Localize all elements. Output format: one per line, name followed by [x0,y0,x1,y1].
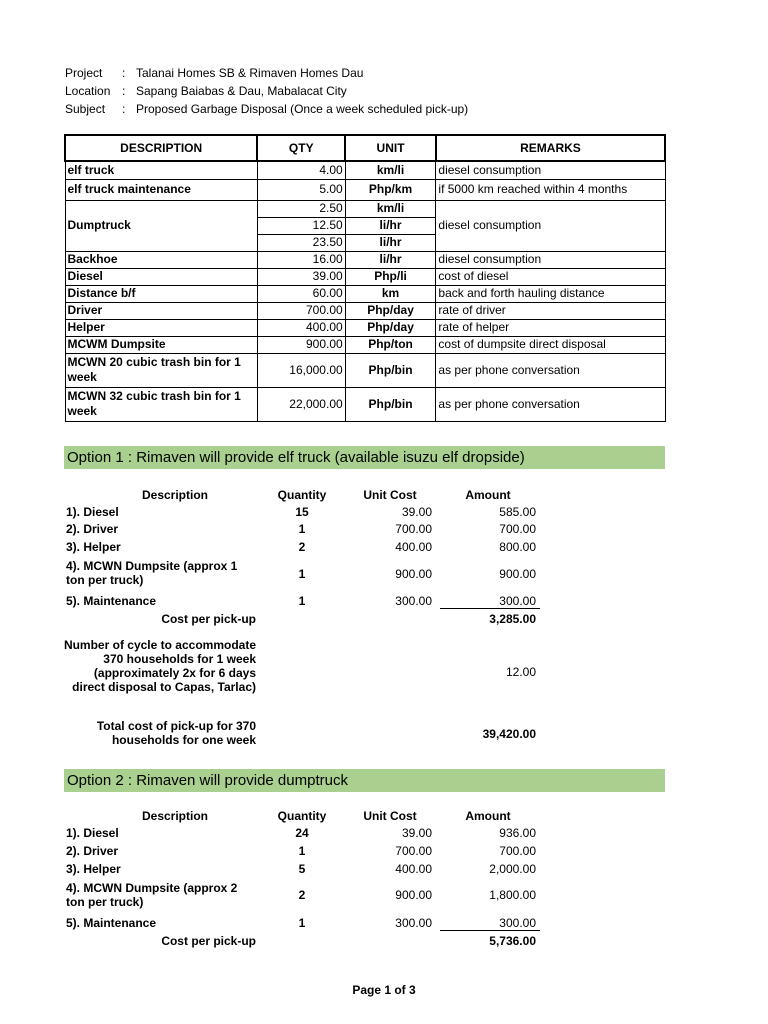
project-line [65,66,363,80]
option2-item-unit-cost: 300.00 [395,916,432,930]
option2-col-amount: Amount [465,809,511,823]
option2-item-amount: 700.00 [499,844,536,858]
option2-col-description: Description [141,809,208,823]
option1-item-desc: 2). Driver [66,522,119,536]
spec-qty: 60.00 [257,285,345,302]
option1-item-amount: 900.00 [499,567,536,581]
option1-item-qty: 1 [298,522,306,536]
option2-item-qty: 5 [298,862,306,876]
option1-item-unit-cost: 300.00 [395,594,432,608]
spec-qty: 16.00 [257,251,345,268]
spec-qty: 5.00 [257,179,345,200]
spec-desc: elf truck maintenance [65,179,257,200]
option1-col-description: Description [141,488,208,502]
option2-item-desc: 4). MCWN Dumpsite (approx 2 ton per truck) [66,881,238,909]
spec-header-remarks: REMARKS [436,135,665,161]
spec-desc: Driver [65,302,257,319]
spec-desc: Backhoe [65,251,257,268]
table-row [65,285,665,302]
spec-desc: Dumptruck [65,200,257,251]
spec-unit: Php/ton [345,336,436,353]
option1-total-value: 39,420.00 [482,727,536,741]
table-row [65,161,665,179]
spec-remarks: cost of diesel [436,268,665,285]
option2-item-qty: 2 [298,888,306,902]
spec-header-unit: UNIT [345,135,436,161]
spec-remarks: rate of driver [436,302,665,319]
spec-unit: Php/bin [345,353,436,387]
spec-unit: Php/bin [345,387,436,421]
spec-desc: MCWN 20 cubic trash bin for 1 week [65,353,257,387]
spec-desc: Diesel [65,268,257,285]
spec-unit: km/li [345,200,436,217]
spec-remarks: as per phone conversation [436,353,665,387]
option1-item-desc: 4). MCWN Dumpsite (approx 1 ton per truck) [66,559,238,587]
subject-value: Proposed Garbage Disposal (Once a week scheduled pick-up) [136,102,469,116]
option2-item-unit-cost: 400.00 [395,862,432,876]
option1-item-amount: 300.00 [440,594,540,609]
option1-total-label: Total cost of pick-up for 370 households for one week [96,719,256,747]
option2-cost-label: Cost per pick-up [161,934,256,948]
option2-item-amount: 1,800.00 [489,888,536,902]
option1-item-qty: 1 [298,567,306,581]
spec-unit: km [345,285,436,302]
option2-col-quantity: Quantity [277,809,327,823]
location-value: Sapang Baiabas & Dau, Mabalacat City [136,84,347,98]
spec-qty: 2.50 [257,200,345,217]
spec-unit: Php/day [345,302,436,319]
spec-unit: li/hr [345,251,436,268]
spec-remarks: diesel consumption [436,161,665,179]
option1-item-desc: 3). Helper [66,540,121,554]
table-row [65,336,665,353]
spec-qty: 700.00 [257,302,345,319]
spec-unit: Php/day [345,319,436,336]
table-row [65,200,665,217]
option1-col-quantity: Quantity [277,488,327,502]
option1-title: Option 1 : Rimaven will provide elf truck (available isuzu elf dropside) [64,446,665,469]
project-value: Talanai Homes SB & Rimaven Homes Dau [136,66,364,80]
spec-remarks: as per phone conversation [436,387,665,421]
location-line [65,84,347,98]
spec-qty: 39.00 [257,268,345,285]
option1-col-amount: Amount [465,488,511,502]
option2-item-unit-cost: 700.00 [395,844,432,858]
option1-item-amount: 700.00 [499,522,536,536]
option2-item-amount: 936.00 [499,826,536,840]
option2-item-desc: 2). Driver [66,844,119,858]
spec-qty: 16,000.00 [257,353,345,387]
spec-header-row [65,135,665,161]
option2-cost-value: 5,736.00 [489,934,536,948]
option1-cycle-value: 12.00 [505,665,536,679]
spec-desc: elf truck [65,161,257,179]
option1-item-unit-cost: 700.00 [395,522,432,536]
table-row [65,179,665,200]
subject-key: Subject [65,102,106,116]
option1-item-unit-cost: 400.00 [395,540,432,554]
spec-qty: 4.00 [257,161,345,179]
option1-cycle-label: Number of cycle to accommodate 370 households for 1 week (approximately 2x for 6 days direct disposal to Capas, Tarlac) [63,638,256,694]
option1-item-amount: 585.00 [499,505,536,519]
option2-item-unit-cost: 39.00 [401,826,432,840]
spec-remarks: if 5000 km reached within 4 months [436,179,665,200]
option2-item-desc: 1). Diesel [66,826,119,840]
option2-col-unit-cost: Unit Cost [363,809,417,823]
spec-desc: MCWM Dumpsite [65,336,257,353]
option1-item-qty: 15 [295,505,309,519]
option1-item-unit-cost: 39.00 [401,505,432,519]
option1-item-unit-cost: 900.00 [395,567,432,581]
subject-sep: : [122,102,126,116]
spec-header-qty: QTY [257,135,345,161]
option1-item-desc: 1). Diesel [66,505,119,519]
spec-unit: li/hr [345,217,436,234]
option2-item-qty: 1 [298,916,306,930]
option2-item-amount: 300.00 [440,916,540,931]
spec-table [64,134,666,422]
spec-unit: Php/li [345,268,436,285]
spec-remarks: diesel consumption [436,251,665,268]
option2-item-desc: 5). Maintenance [66,916,157,930]
option2-title: Option 2 : Rimaven will provide dumptruck [64,769,665,792]
table-row [65,387,665,421]
spec-unit: Php/km [345,179,436,200]
spec-remarks: diesel consumption [436,200,665,251]
option1-item-qty: 2 [298,540,306,554]
table-row [65,353,665,387]
spec-remarks: rate of helper [436,319,665,336]
option2-item-desc: 3). Helper [66,862,121,876]
spec-qty: 22,000.00 [257,387,345,421]
spec-unit: li/hr [345,234,436,251]
spec-qty: 23.50 [257,234,345,251]
option2-item-qty: 1 [298,844,306,858]
option2-item-qty: 24 [295,826,309,840]
option1-item-desc: 5). Maintenance [66,594,157,608]
option1-col-unit-cost: Unit Cost [363,488,417,502]
table-row [65,251,665,268]
option1-cost-label: Cost per pick-up [161,612,256,626]
table-row [65,319,665,336]
spec-qty: 12.50 [257,217,345,234]
project-key: Project [65,66,103,80]
project-sep: : [122,66,126,80]
option1-cost-value: 3,285.00 [489,612,536,626]
spec-desc: Helper [65,319,257,336]
table-row [65,268,665,285]
spec-qty: 900.00 [257,336,345,353]
spec-qty: 400.00 [257,319,345,336]
table-row [65,302,665,319]
spec-desc: Distance b/f [65,285,257,302]
spec-remarks: cost of dumpsite direct disposal [436,336,665,353]
spec-desc: MCWN 32 cubic trash bin for 1 week [65,387,257,421]
location-sep: : [122,84,126,98]
page-number: Page 1 of 3 [352,983,416,997]
option1-item-qty: 1 [298,594,306,608]
option2-item-amount: 2,000.00 [489,862,536,876]
option2-item-unit-cost: 900.00 [395,888,432,902]
option1-item-amount: 800.00 [499,540,536,554]
subject-line [65,102,468,116]
spec-header-description: DESCRIPTION [65,135,257,161]
spec-remarks: back and forth hauling distance [436,285,665,302]
spec-unit: km/li [345,161,436,179]
location-key: Location [65,84,111,98]
